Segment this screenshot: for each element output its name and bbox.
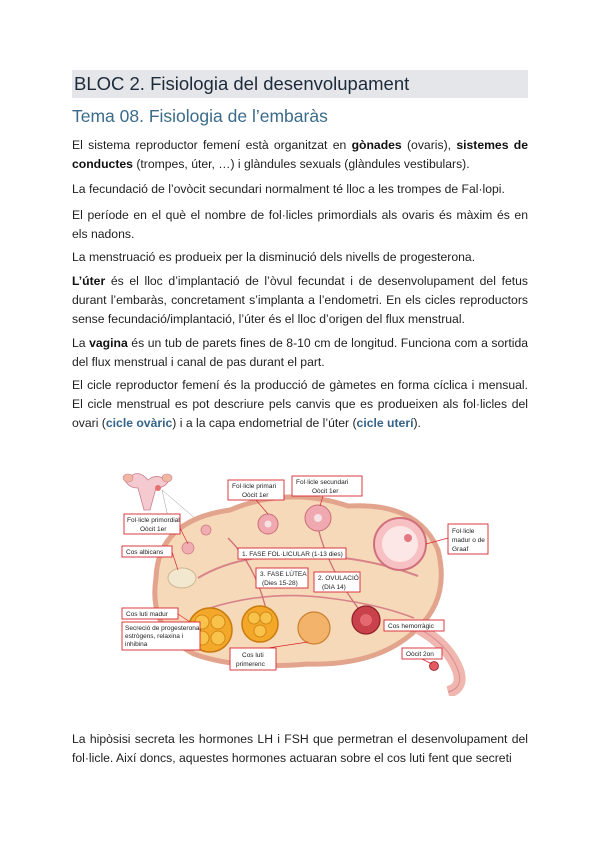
text: és el lloc d’implantació de l’òvul fecundat i de desenvolupament del fetus durant l’embaràs, concretament s’implanta a l’endometri. En els cicles reproductors sense fecundació/implantació, l’úter és el lloc d’origen del flux menstrual. bbox=[72, 274, 528, 326]
label-ovulacio-line1: 2. OVULACIÓ bbox=[318, 575, 359, 582]
paragraph-hipofisi: La hipòsisi secreta les hormones LH i FSH que permetran el desenvolupament del fol·licle. Així doncs, aquestes hormones actuaran sobre el cos luti fent que secreti bbox=[72, 732, 528, 765]
term-cicle-ovaric: cicle ovàric bbox=[105, 416, 173, 430]
term-cicle-uteri: cicle uterí bbox=[356, 416, 414, 430]
paragraph-cicle bbox=[72, 376, 528, 433]
label-secrecio-line3: inhibina bbox=[125, 641, 148, 648]
label-fase-lutea bbox=[256, 568, 308, 588]
paragraph-reproductor bbox=[72, 136, 528, 174]
label-secundari-line1: Fol·licle secundari bbox=[296, 479, 349, 486]
paragraph-menstruacio: La menstruació es produeix per la disminució dels nivells de progesterona. bbox=[72, 250, 476, 264]
label-luti-primerenc-line1: Cos luti bbox=[242, 652, 264, 659]
uterus-icon bbox=[123, 473, 172, 510]
term-vagina: vagina bbox=[89, 336, 128, 350]
label-hemorragic-text: Cos hemorràgic bbox=[388, 623, 434, 630]
label-luti-primerenc-line2: primerenc bbox=[236, 661, 265, 668]
label-hemorragic bbox=[384, 620, 444, 631]
label-albicans-text: Cos albicans bbox=[126, 549, 164, 556]
label-de-graaf-line3: Graaf bbox=[452, 546, 469, 553]
text: El cicle reproductor femení és la producció de gàmetes en forma cíclica i mensual. El cicle menstrual es pot descriure pels canvis que es produeixen als fol·licles del ovari ( bbox=[72, 378, 528, 430]
text: (ovaris), bbox=[401, 138, 457, 152]
label-ovulacio bbox=[314, 572, 360, 592]
bloc-heading: BLOC 2. Fisiologia del desenvolupament bbox=[72, 70, 528, 98]
text: El sistema reproductor femení està organitzat en bbox=[72, 138, 352, 152]
label-primari-line2: Oòcit 1er bbox=[242, 492, 269, 499]
label-de-graaf-line1: Fol·licle bbox=[452, 528, 475, 535]
label-oocit2-text: Oòcit 2on bbox=[406, 651, 434, 658]
text: (trompes, úter, …) i glàndules sexuals (glàndules vestibulars). bbox=[132, 157, 470, 171]
paragraph-vagina bbox=[72, 334, 528, 372]
label-secrecio-line2: estrògens, relaxina i bbox=[125, 633, 184, 640]
paragraph-uter bbox=[72, 272, 528, 329]
paragraph-foliclesprimordials: El període en el què el nombre de fol·licles primordials als ovaris és màxim és en els nadons. bbox=[72, 208, 528, 241]
term-sistemes-conductes: sistemes de conductes bbox=[72, 138, 528, 171]
text: ). bbox=[413, 416, 421, 430]
text: La bbox=[72, 336, 90, 350]
label-primordial-line2: Oòcit 1er bbox=[140, 526, 167, 533]
label-luti-madur-text: Cos luti madur bbox=[126, 611, 168, 618]
text: ) i a la capa endometrial de l’úter ( bbox=[172, 416, 357, 430]
tema-heading: Tema 08. Fisiologia de l’embaràs bbox=[72, 106, 328, 126]
label-fase-folicular bbox=[238, 548, 346, 559]
ovarian-cycle-figure bbox=[118, 458, 490, 696]
label-secrecio-line1: Secreció de progesterona, bbox=[125, 625, 202, 632]
term-uter: L’úter bbox=[72, 274, 106, 288]
paragraph-fecundacio: La fecundació de l’ovòcit secundari normalment té lloc a les trompes de Fal·lopi. bbox=[72, 182, 505, 196]
label-secundari-line2: Oòcit 1er bbox=[312, 488, 339, 495]
label-fase-lutea-line1: 3. FASE LÚTEA bbox=[260, 571, 307, 578]
label-de-graaf-line2: madur o de bbox=[452, 537, 485, 544]
term-gonades: gònades bbox=[351, 138, 402, 152]
label-primari-line1: Fol·licle primari bbox=[232, 483, 277, 490]
text: és un tub de parets fines de 8-10 cm de longitud. Funciona com a sortida del flux menstrual i canal de pas durant el part. bbox=[72, 336, 528, 369]
label-primordial-line1: Fol·licle primordial bbox=[127, 517, 180, 524]
label-fase-lutea-line2: (Dies 15-28) bbox=[262, 580, 298, 587]
label-secrecio bbox=[122, 622, 201, 650]
label-ovulacio-line2: (DIA 14) bbox=[322, 584, 346, 591]
label-fase-folicular-text: 1. FASE FOL·LICULAR (1-13 dies) bbox=[242, 551, 343, 558]
